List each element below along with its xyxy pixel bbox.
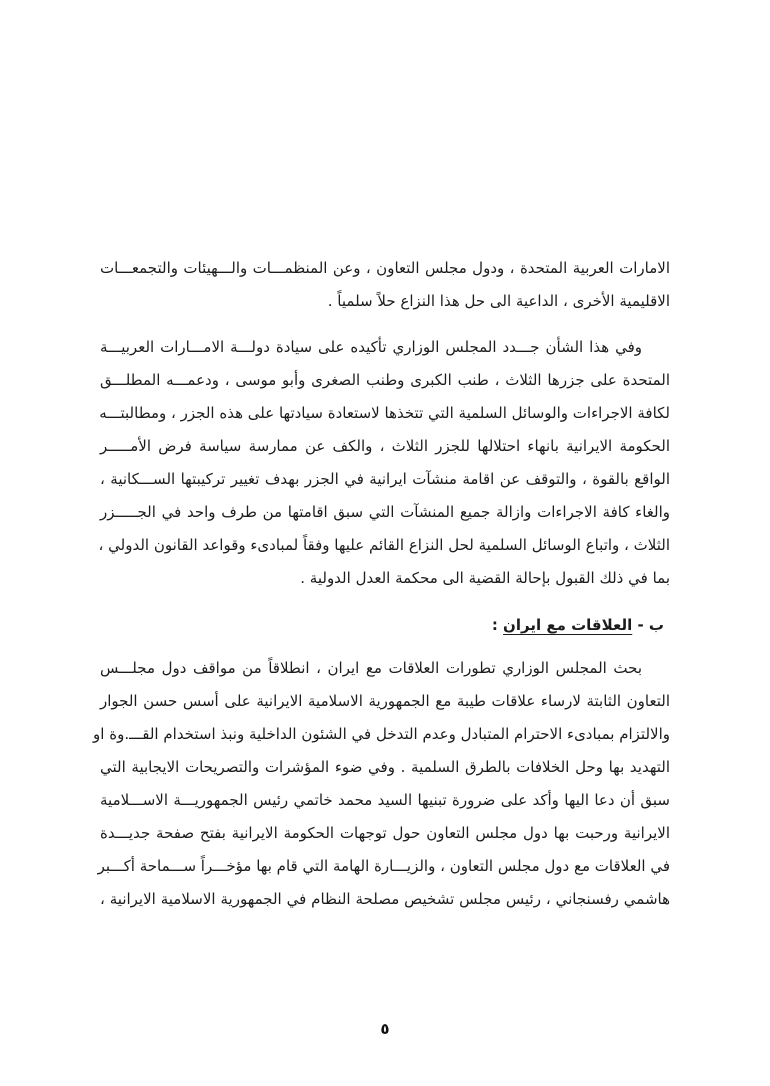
text-line: بحث المجلس الوزاري تطورات العلاقات مع ايران ، انطلاقاً من مواقف دول مجلـــس [100,659,642,677]
text-line: سبق أن دعا اليها وأكد على ضرورة تبنيها السيد محمد خاتمي رئيس الجمهوريـــة الاســـلامية [100,791,670,809]
text-line: المتحدة على جزرها الثلاث ، طنب الكبرى وطنب الصغرى وأبو موسى ، ودعمـــه المطلـــق [100,371,670,389]
paragraph [93,652,670,916]
text-line: والالتزام بمبادىء الاحترام المتبادل وعدم التدخل في الشئون الداخلية ونبذ استخدام القـــ.وة او [93,725,670,743]
text-line: الواقع بالقوة ، والتوقف عن اقامة منشآت ايرانية في الجزر بهدف تغيير تركيبتها الســـكانية ، [100,470,670,488]
text-line: التعاون الثابتة لارساء علاقات طيبة مع الجمهورية الاسلامية الايرانية على أسس حسن الجوار [100,692,670,710]
text-line: بما في ذلك القبول بإحالة القضية الى محكمة العدل الدولية . [300,569,670,587]
heading-underlined-title: العلاقات مع ايران [503,616,633,634]
text-line: هاشمي رفسنجاني ، رئيس مجلس تشخيص مصلحة النظام في الجمهورية الاسلامية الايرانية ، [100,890,670,908]
text-line: والغاء كافة الاجراءات وازالة جميع المنشآت التي سبق اقامتها من طرف واحد في الجـــــزر [100,503,670,521]
text-line: في العلاقات مع دول مجلس التعاون ، والزيـــارة الهامة التي قام بها مؤخـــراً ســـماحة أكـــبر [97,857,670,875]
text-line: الايرانية ورحبت بها دول مجلس التعاون حول توجهات الحكومة الايرانية بفتح صفحة جديـــدة [100,824,670,842]
text-line: الثلاث ، واتباع الوسائل السلمية لحل النزاع القائم عليها وفقاً لمبادىء وقواعد القانون الدولي ، [98,536,670,554]
text-line: لكافة الاجراءات والوسائل السلمية التي تتخذها لاستعادة سيادتها على هذه الجزر ، ومطالبتـــه [99,404,670,422]
text-line: الاقليمية الأخرى ، الداعية الى حل هذا النزاع حلاً سلمياً . [327,292,670,310]
text-line: الحكومة الايرانية بانهاء احتلالها للجزر الثلاث ، والكف عن ممارسة سياسة فرض الأمـــــر [100,437,670,455]
heading-colon: : [491,616,498,634]
page-number: ٥ [380,1020,390,1038]
document-body [93,252,670,929]
section-heading [100,609,670,642]
paragraph [100,331,670,595]
paragraph [100,252,670,318]
text-line: الامارات العربية المتحدة ، ودول مجلس التعاون ، وعن المنظمـــات والـــهيئات والتجمعـــات [100,259,670,277]
heading-prefix: ب - [637,616,664,634]
text-line: وفي هذا الشأن جـــدد المجلس الوزاري تأكيده على سيادة دولـــة الامـــارات العربيـــة [100,338,642,356]
text-line: التهديد بها وحل الخلافات بالطرق السلمية . وفي ضوء المؤشرات والتصريحات الايجابية التي [100,758,670,776]
